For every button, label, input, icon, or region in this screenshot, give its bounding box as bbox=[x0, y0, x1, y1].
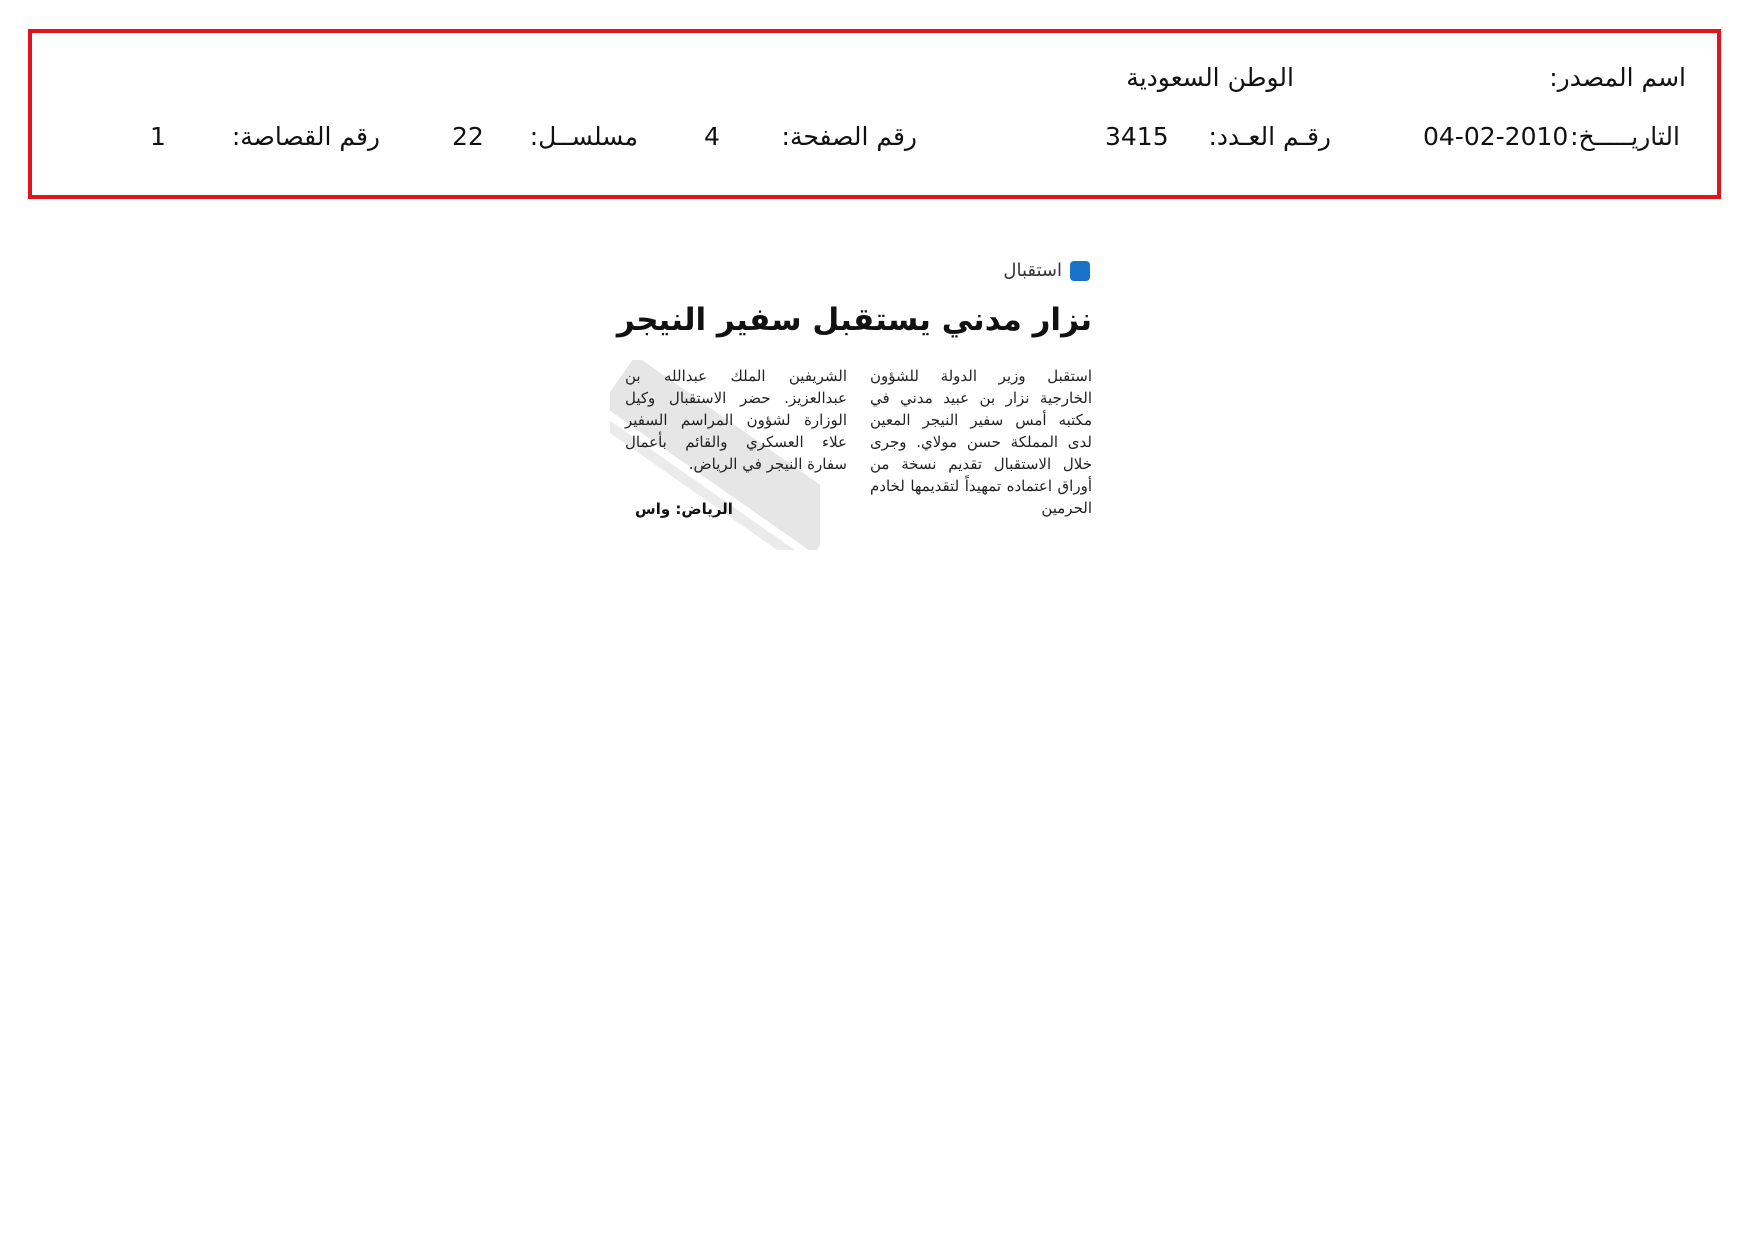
clipping-info-frame bbox=[28, 29, 1721, 199]
article-column-1: استقبل وزير الدولة للشؤون الخارجية نزار بن عبيد مدني في مكتبه أمس سفير النيجر المعين لدى المملكة حسن مولاي. وجرى خلال الاستقبال تقديم نسخة من أوراق اعتماده تمهيداً لتقديمها لخادم الحرمين bbox=[870, 367, 1092, 517]
source-value: الوطن السعودية bbox=[1126, 63, 1294, 92]
issue-value: 3415 bbox=[1105, 122, 1169, 151]
news-clipping bbox=[610, 250, 1102, 550]
date-label: التاريـــــخ: bbox=[1570, 122, 1680, 151]
clip-number-value: 1 bbox=[150, 122, 166, 151]
issue-label: رقـم العـدد: bbox=[1208, 122, 1331, 151]
serial-value: 22 bbox=[452, 122, 484, 151]
date-value: 04-02-2010 bbox=[1423, 122, 1569, 151]
section-label: استقبال bbox=[1003, 260, 1062, 281]
article-column-2: الشريفين الملك عبدالله بن عبدالعزيز. حضر الاستقبال وكيل الوزارة لشؤون المراسم السفير علاء العسكري والقائم بأعمال سفارة النيجر في الرياض. bbox=[625, 367, 847, 473]
section-tag bbox=[1003, 260, 1090, 281]
section-square-icon bbox=[1070, 261, 1090, 281]
source-label: اسم المصدر: bbox=[1549, 63, 1686, 92]
page-value: 4 bbox=[704, 122, 720, 151]
serial-label: مسلســل: bbox=[529, 122, 638, 151]
page-label: رقم الصفحة: bbox=[781, 122, 917, 151]
article-byline: الرياض: واس bbox=[635, 500, 733, 518]
clip-number-label: رقم القصاصة: bbox=[231, 122, 380, 151]
article-headline: نزار مدني يستقبل سفير النيجر bbox=[616, 302, 1092, 338]
